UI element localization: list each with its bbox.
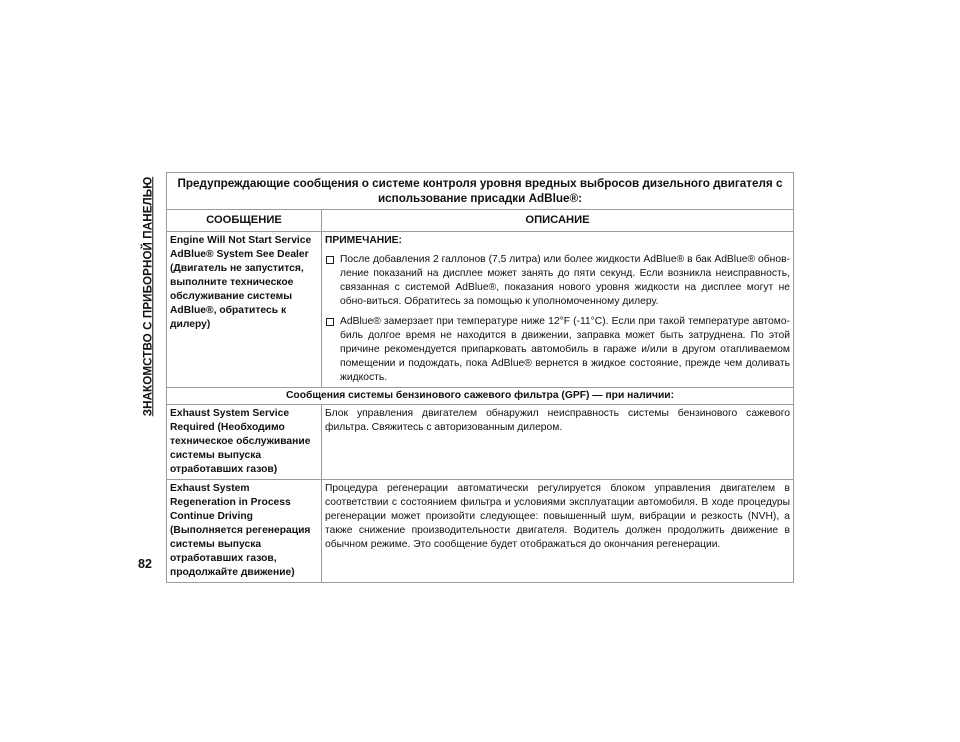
table-title-row bbox=[167, 173, 794, 210]
note-bullet-text: AdBlue® замерзает при температуре ниже 12°F (-11°C). Если при такой температуре автомо-биль долгое время не находится в движении, заправка может быть затруднена. По этой причине рекомендуется припарковать автомобиль в гараже и/или в другом отапливаемом помещении и подождать, пока AdBlue® вернется в жидкое состояние, прежде чем доливать жидкость. bbox=[340, 316, 790, 383]
page-number: 82 bbox=[138, 557, 152, 571]
table-row bbox=[167, 232, 794, 388]
note-bullet-item bbox=[325, 315, 790, 385]
section-row bbox=[167, 388, 794, 405]
table-row bbox=[167, 480, 794, 583]
description-cell: Блок управления двигателем обнаружил неисправность системы бензинового сажевого фильтра. Свяжитесь с авторизованным дилером. bbox=[322, 405, 794, 480]
message-text: Exhaust System Regeneration in Process Continue Driving (Выполняется регенерация системы выпуска отработавших газов, продолжайте движение) bbox=[170, 483, 311, 578]
description-cell: Процедура регенерации автоматически регулируется блоком управления двигателем в соответствии с состоянием фильтра и условиями эксплуатации автомобиля. В ходе процедуры регенерации может произойти следующее: повышенный шум, вибрации и резкость (NVH), а также снижение производительности двигателя. Водитель должен продолжить движение в обычном режиме. Это сообщение будет отображаться до окончания регенерации. bbox=[322, 480, 794, 583]
square-bullet-icon bbox=[326, 256, 334, 264]
message-cell bbox=[167, 480, 322, 583]
message-cell: Exhaust System Service Required (Необходимо техническое обслуживание системы выпуска отработавших газов) bbox=[167, 405, 322, 480]
message-cell: Engine Will Not Start Service AdBlue® System See Dealer (Двигатель не запустится, выполните техническое обслуживание системы AdBlue®, обратитесь к дилеру) bbox=[167, 232, 322, 388]
description-cell bbox=[322, 232, 794, 388]
section-side-title-text: ЗНАКОМСТВО С ПРИБОРНОЙ ПАНЕЛЬЮ bbox=[141, 176, 155, 416]
square-bullet-icon bbox=[326, 318, 334, 326]
note-bullet-item bbox=[325, 253, 790, 309]
table-header-row bbox=[167, 210, 794, 232]
column-header-message: СООБЩЕНИЕ bbox=[167, 210, 322, 232]
note-label: ПРИМЕЧАНИЕ: bbox=[325, 235, 402, 246]
table-row bbox=[167, 405, 794, 480]
column-header-description: ОПИСАНИЕ bbox=[322, 210, 794, 232]
messages-table bbox=[166, 172, 794, 583]
gpf-section-title: Сообщения системы бензинового сажевого фильтра (GPF) — при наличии: bbox=[167, 388, 794, 405]
section-side-title bbox=[138, 172, 158, 420]
table-title: Предупреждающие сообщения о системе контроля уровня вредных выбросов дизельного двигателя с использование присадки AdBlue®: bbox=[167, 173, 794, 210]
note-bullet-text: После добавления 2 галлонов (7,5 литра) или более жидкости AdBlue® в бак AdBlue® обнов-ление показаний на дисплее может занять до пяти секунд. Если возникла неисправность, связанная с системой AdBlue®, показания нового уровня жидкости на дисплее могут не обно-виться. Обратитесь за помощью к уполномоченному дилеру. bbox=[340, 254, 790, 307]
